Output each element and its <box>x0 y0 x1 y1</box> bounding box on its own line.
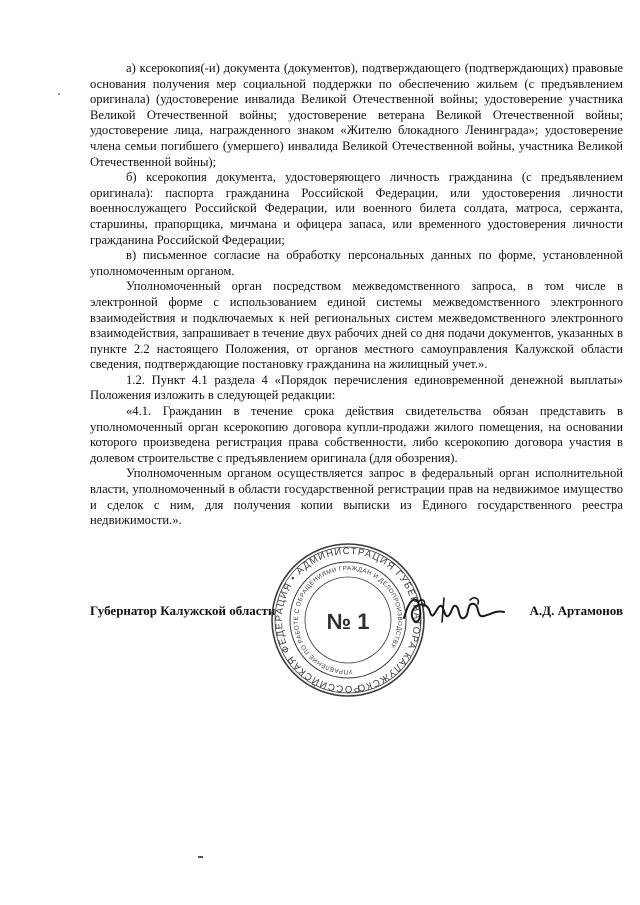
handwritten-signature <box>400 588 520 633</box>
paragraph-item-a: а) ксерокопия(-и) документа (документов), подтверждающего (подтверждающих) правовые основания получения мер социальной поддержки по обеспечению жильем (с предъявлением оригинала) (удостоверение инвалида Великой Отечественной войны; удостоверение участника Великой Отечественной войны; удостоверение ветерана Великой Отечественной войны; удостоверение лица, награжденного знаком «Жителю блокадного Ленинграда»; удостоверение члена семьи погибшего (умершего) инвалида Великой Отечественной войны, участника Великой Отечественной войны); <box>90 61 623 169</box>
seal-outer-text: РОССИЙСКАЯ ФЕДЕРАЦИЯ • АДМИНИСТРАЦИЯ ГУБЕРНАТОРА КАЛУЖСКОЙ <box>273 545 423 695</box>
seal-inner-text: УПРАВЛЕНИЕ ПО РАБОТЕ С ОБРАЩЕНИЯМИ ГРАЖДАН И ДЕЛОПРОИЗВОДСТВУ <box>292 564 404 676</box>
paragraph-interagency-request: Уполномоченный орган посредством межведомственного запроса, в том числе в электронной форме с использованием единой системы межведомственного электронного взаимодействия и подключаемых к ней региональных систем межведомственного электронного взаимодействия, запрашивает в течение двух рабочих дней со дня подачи документов, указанных в пункте 2.2 настоящего Положения, от органов местного самоуправления Калужской области сведения, подтверждающие постановку гражданина на жилищный учет.». <box>90 279 623 372</box>
signatory-title: Губернатор Калужской области <box>90 603 276 618</box>
paragraph-clause-4-1: «4.1. Гражданин в течение срока действия свидетельства обязан представить в уполномоченный орган ксерокопию договора купли-продажи жилого помещения, на основании которого произведена регистрация права собственности, либо ксерокопию договора участия в долевом строительстве с предъявлением оригинала (для обозрения). <box>90 404 623 465</box>
scan-speck <box>58 93 60 95</box>
paragraph-item-b: б) ксерокопия документа, удостоверяющего личность гражданина (с предъявлением оригинала): паспорта гражданина Российской Федерации, или удостоверения личности военнослужащего Российской Федерации, или военного билета солдата, матроса, сержанта, старшины, прапорщика, мичмана и офицера запаса, или временного удостоверения личности гражданина Российской Федерации; <box>90 170 623 247</box>
paragraph-clause-1-2: 1.2. Пункт 4.1 раздела 4 «Порядок перечисления единовременной денежной выплаты» Положения изложить в следующей редакции: <box>90 372 623 403</box>
signatory-name: А.Д. Артамонов <box>529 603 623 618</box>
paragraph-federal-request: Уполномоченным органом осуществляется запрос в федеральный орган исполнительной власти, уполномоченный в области государственной регистрации прав на недвижимое имущество и сделок с ним, для получения копии выписки из Единого государственного реестра недвижимости.». <box>90 466 623 528</box>
paragraph-item-v: в) письменное согласие на обработку персональных данных по форме, установленной уполномоченным органом. <box>90 248 623 278</box>
scan-speck <box>198 856 203 858</box>
document-body <box>90 61 623 529</box>
seal-number: № 1 <box>326 609 370 634</box>
